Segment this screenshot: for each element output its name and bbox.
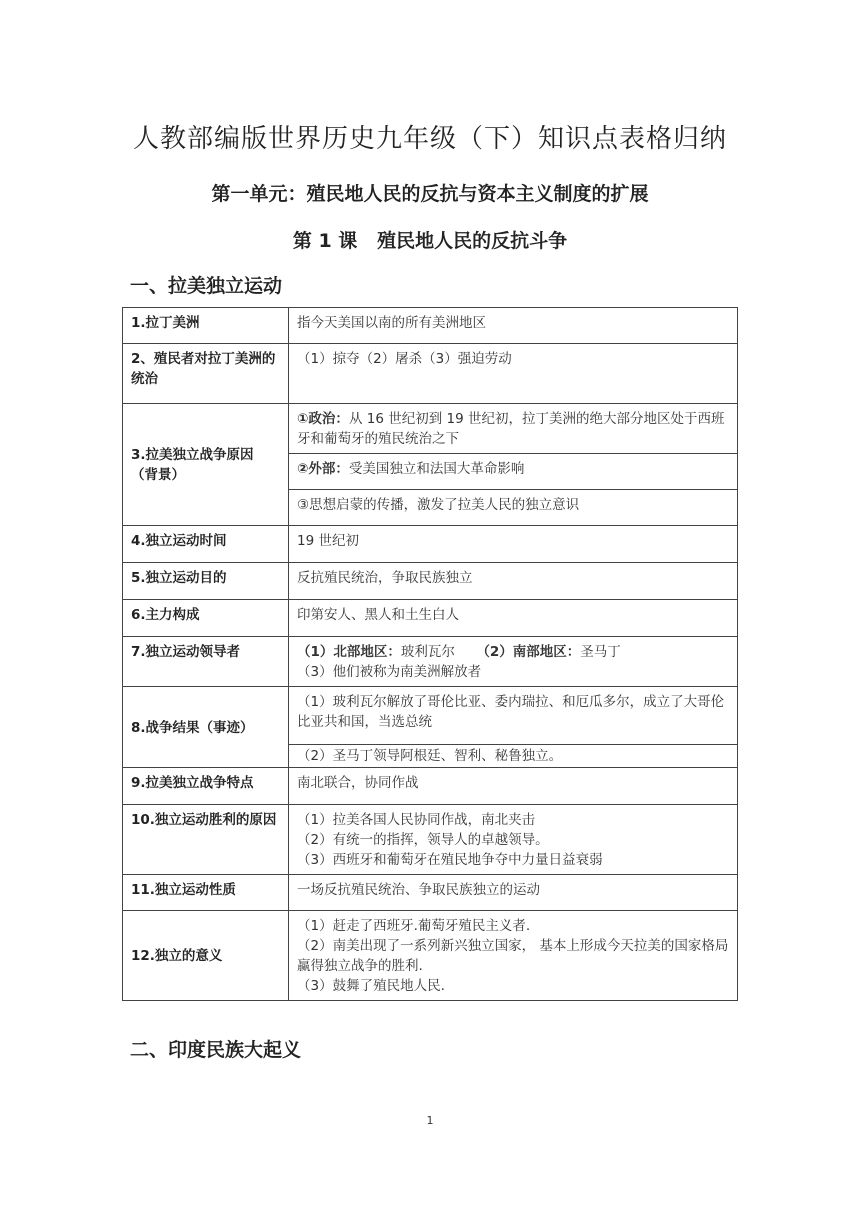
content-text: （3）他们被称为南美洲解放者 [297,664,482,680]
content-line: （2）南美出现了一系列新兴独立国家， 基本上形成今天拉美的国家格局赢得独立战争的胜利. [297,938,729,974]
row-label: 12.独立的意义 [123,911,289,1001]
content-text: 受美国独立和法国大革命影响 [348,461,525,477]
content-text: 从 16 世纪初到 19 世纪初，拉丁美洲的绝大部分地区处于西班牙和葡萄牙的殖民统治之下 [297,411,725,447]
table-row [123,563,738,600]
table-row [123,687,738,745]
document-title: 人教部编版世界历史九年级（下）知识点表格归纳 [132,124,727,154]
row-label: 3.拉美独立战争原因（背景） [123,404,289,526]
row-content [289,911,738,1001]
table-row [123,600,738,637]
content-line: （3）鼓舞了殖民地人民. [297,978,445,994]
table-row [123,526,738,563]
unit-title: 第一单元：殖民地人民的反抗与资本主义制度的扩展 [211,183,649,205]
section-heading-india: 二、印度民族大起义 [130,1039,302,1061]
content-line: （3）西班牙和葡萄牙在殖民地争夺中力量日益衰弱 [297,852,603,868]
row-content: 19 世纪初 [289,526,738,563]
row-label: 2、殖民者对拉丁美洲的统治 [123,344,289,404]
knowledge-table [122,307,738,1001]
table-row [123,308,738,344]
row-label: 6.主力构成 [123,600,289,637]
row-content [289,454,738,490]
table-row [123,911,738,1001]
page-number: 1 [426,1114,434,1127]
row-content [289,637,738,687]
table-row [123,637,738,687]
content-text: 玻利瓦尔 [400,644,455,660]
content-line: （1）赶走了西班牙.葡萄牙殖民主义者. [297,918,531,934]
table-row [123,875,738,911]
bold-lead: ②外部： [297,461,349,477]
row-label: 5.独立运动目的 [123,563,289,600]
row-content [289,805,738,875]
row-content: （2）圣马丁领导阿根廷、智利、秘鲁独立。 [289,745,738,768]
bold-lead: （1）北部地区： [297,644,401,660]
row-label: 9.拉美独立战争特点 [123,768,289,805]
row-content: 反抗殖民统治，争取民族独立 [289,563,738,600]
row-label: 7.独立运动领导者 [123,637,289,687]
row-content: 印第安人、黑人和土生白人 [289,600,738,637]
content-line: （2）有统一的指挥，领导人的卓越领导。 [297,832,549,848]
row-content: （1）掠夺（2）屠杀（3）强迫劳动 [289,344,738,404]
row-label: 11.独立运动性质 [123,875,289,911]
row-content: ③思想启蒙的传播，激发了拉美人民的独立意识 [289,490,738,526]
row-label: 1.拉丁美洲 [123,308,289,344]
row-label: 4.独立运动时间 [123,526,289,563]
row-content: 一场反抗殖民统治、争取民族独立的运动 [289,875,738,911]
bold-lead: ①政治： [297,411,349,427]
row-content: （1）玻利瓦尔解放了哥伦比亚、委内瑞拉、和厄瓜多尔，成立了大哥伦比亚共和国，当选总统 [289,687,738,745]
table-row [123,768,738,805]
row-label: 8.战争结果（事迹） [123,687,289,768]
bold-lead: （2）南部地区： [476,644,581,660]
row-label: 10.独立运动胜利的原因 [123,805,289,875]
row-content [289,404,738,454]
table-row [123,404,738,454]
row-content: 指今天美国以南的所有美洲地区 [289,308,738,344]
section-heading-latin-america: 一、拉美独立运动 [130,275,283,297]
table-row [123,344,738,404]
row-content: 南北联合，协同作战 [289,768,738,805]
lesson-title: 第 1 课 殖民地人民的反抗斗争 [292,230,568,252]
table-row [123,805,738,875]
content-line: （1）拉美各国人民协同作战，南北夹击 [297,812,536,828]
content-text: 圣马丁 [580,644,621,660]
